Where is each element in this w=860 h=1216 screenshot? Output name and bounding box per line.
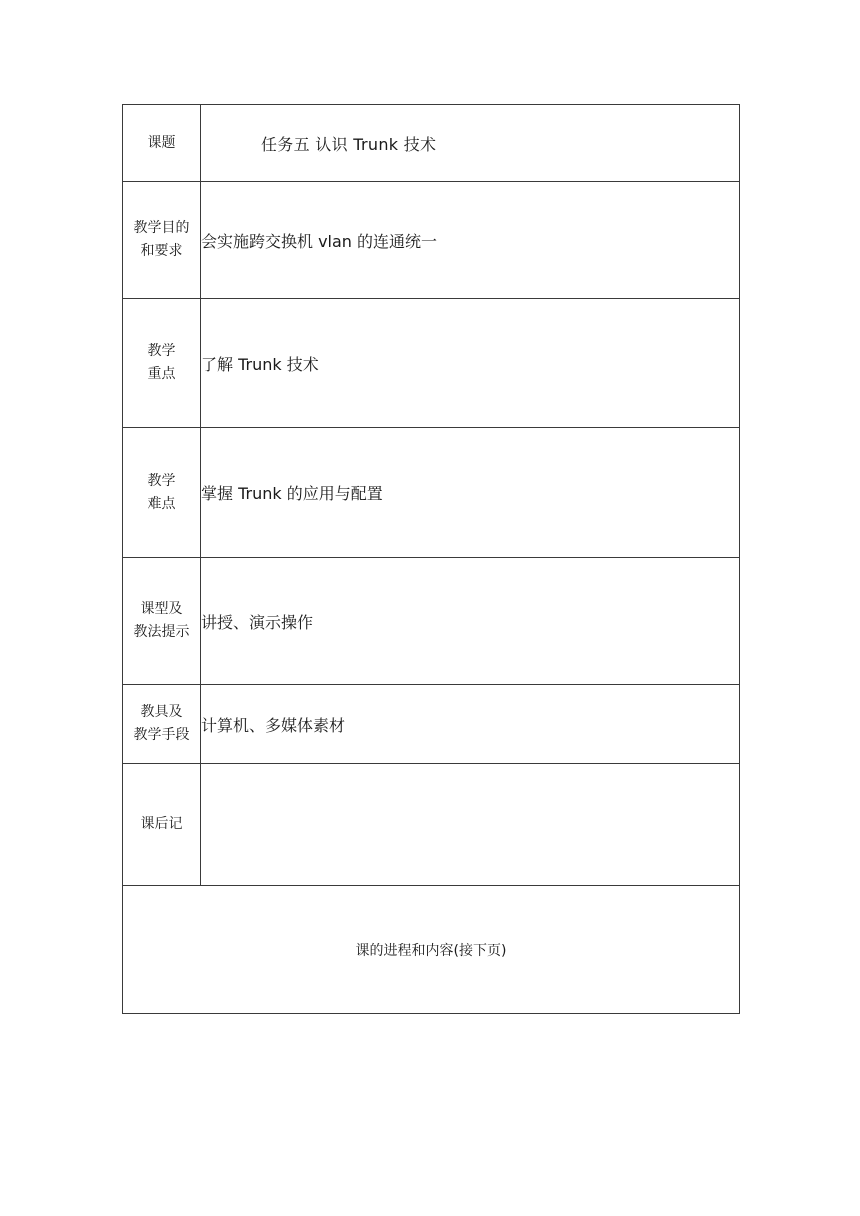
footer-text: 课的进程和内容(接下页) (123, 886, 740, 1014)
tools-label: 教具及 教学手段 (123, 685, 201, 764)
row-topic (123, 105, 740, 182)
objectives-value: 会实施跨交换机 vlan 的连通统一 (201, 182, 740, 299)
objectives-label: 教学目的 和要求 (123, 182, 201, 299)
topic-label: 课题 (123, 105, 201, 182)
method-value: 讲授、演示操作 (201, 558, 740, 685)
notes-value (201, 764, 740, 886)
key-points-label: 教学 重点 (123, 299, 201, 428)
row-difficulties (123, 428, 740, 558)
row-footer (123, 886, 740, 1014)
tools-value: 计算机、多媒体素材 (201, 685, 740, 764)
row-tools (123, 685, 740, 764)
lesson-plan-table (122, 104, 740, 1014)
key-points-value: 了解 Trunk 技术 (201, 299, 740, 428)
row-key-points (123, 299, 740, 428)
difficulties-value: 掌握 Trunk 的应用与配置 (201, 428, 740, 558)
row-objectives (123, 182, 740, 299)
topic-value: 任务五 认识 Trunk 技术 (201, 105, 740, 182)
difficulties-label: 教学 难点 (123, 428, 201, 558)
row-method (123, 558, 740, 685)
row-notes (123, 764, 740, 886)
method-label: 课型及 教法提示 (123, 558, 201, 685)
notes-label: 课后记 (123, 764, 201, 886)
